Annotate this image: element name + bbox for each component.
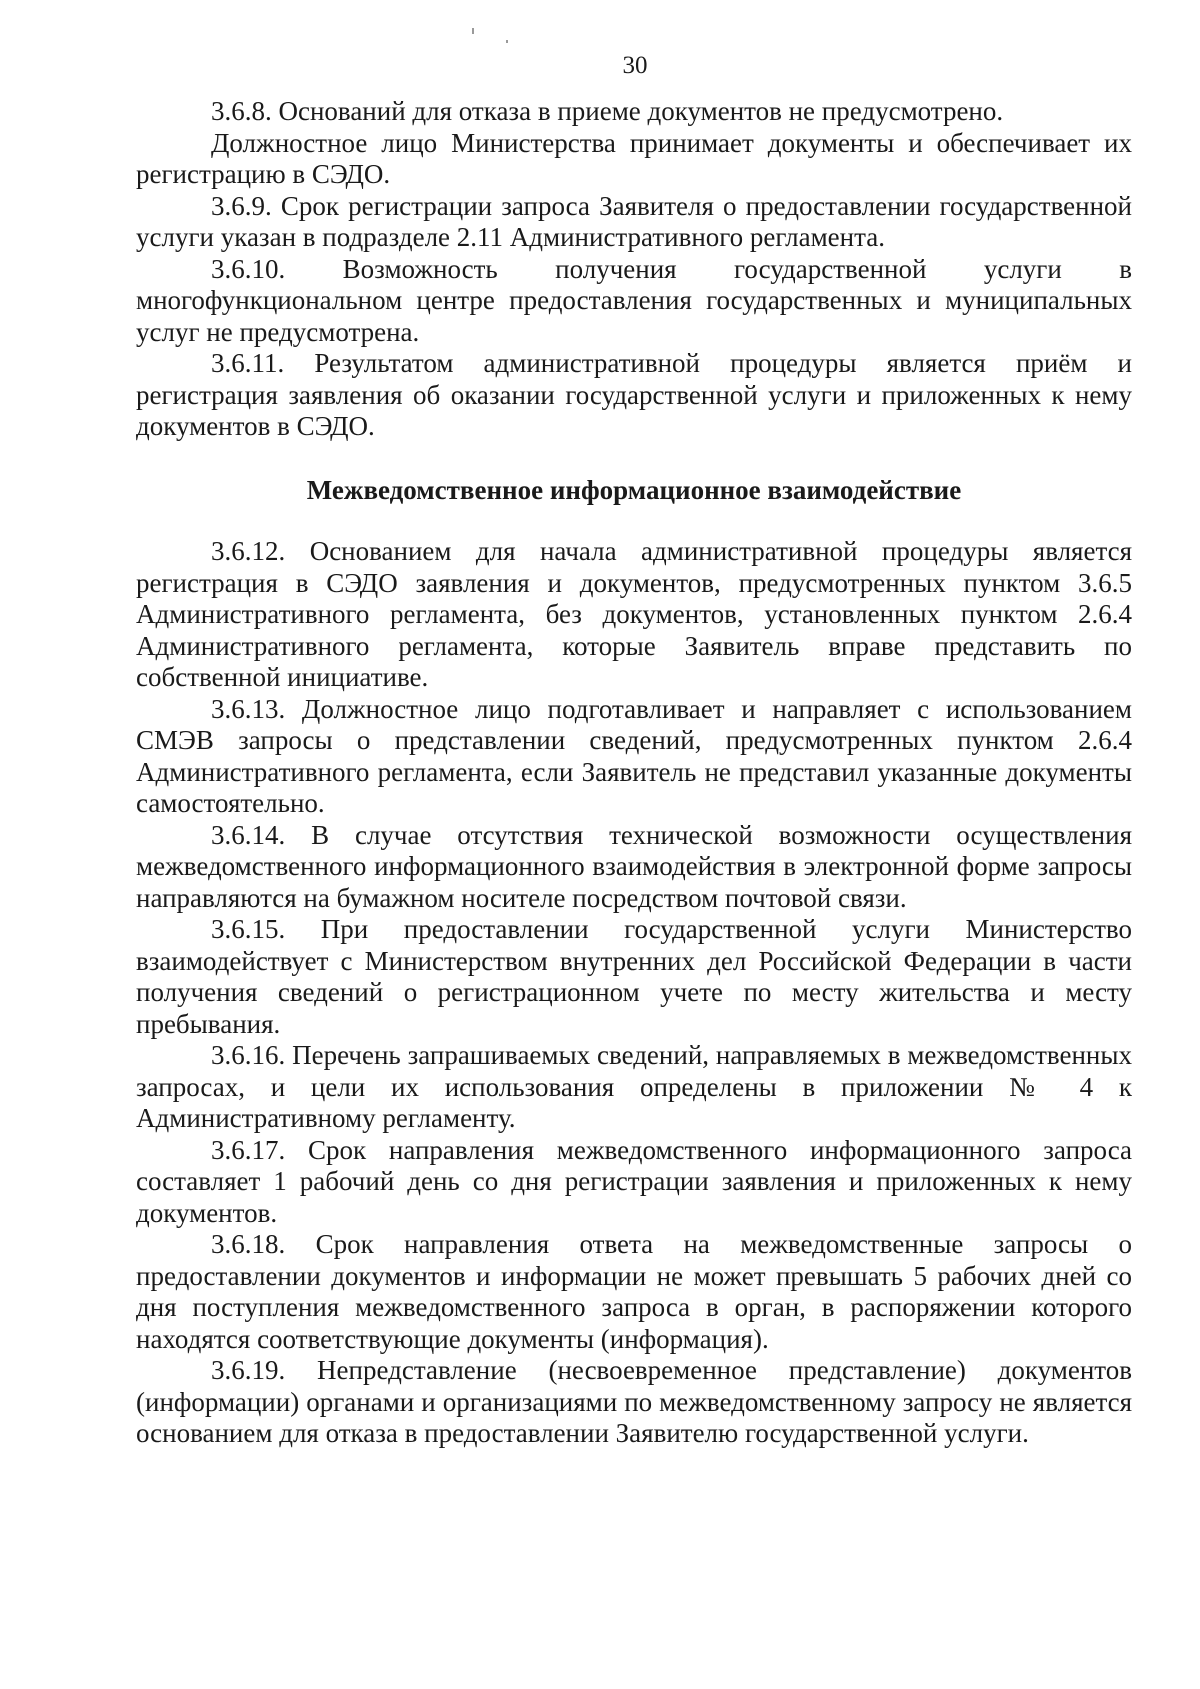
page-number: 30 xyxy=(622,52,648,79)
scan-mark xyxy=(472,28,474,34)
paragraph-3-6-17: 3.6.17. Срок направления межведомственного информационного запроса составляет 1 рабочий день со дня регистрации заявления и приложенных к нему документов. xyxy=(136,1134,1132,1228)
paragraph-3-6-16: 3.6.16. Перечень запрашиваемых сведений, направляемых в межведомственных запросах, и цели их использования определены в приложении № 4 к Административному регламенту. xyxy=(136,1040,1132,1133)
paragraph-registration: Должностное лицо Министерства принимает документы и обеспечивает их регистрацию в СЭДО. xyxy=(136,127,1132,189)
section-heading: Межведомственное информационное взаимодействие xyxy=(306,474,962,505)
paragraph-3-6-8: 3.6.8. Оснований для отказа в приеме документов не предусмотрено. xyxy=(211,96,1004,126)
paragraph-3-6-18: 3.6.18. Срок направления ответа на межведомственные запросы о предоставлении документов и информации не может превышать 5 рабочих дней со дня поступления межведомственного запроса в орган, в распоряжении которого находятся соответствующие документы (информация). xyxy=(136,1229,1132,1354)
paragraph-3-6-13: 3.6.13. Должностное лицо подготавливает и направляет с использованием СМЭВ запросы о представлении сведений, предусмотренных пунктом 2.6.4 Административного регламента, если Заявитель не представил указанные документы самостоятельно. xyxy=(136,693,1132,818)
document-body xyxy=(136,96,1132,1450)
paragraph-3-6-11: 3.6.11. Результатом административной процедуры является приём и регистрация заявления об оказании государственной услуги и приложенных к нему документов в СЭДО. xyxy=(136,348,1132,441)
paragraph-3-6-12: 3.6.12. Основанием для начала административной процедуры является регистрация в СЭДО заявления и документов, предусмотренных пунктом 3.6.5 Административного регламента, без документов, установленных пунктом 2.6.4 Административного регламента, которые Заявитель вправе представить по собственной инициативе. xyxy=(136,536,1132,692)
paragraph-3-6-14: 3.6.14. В случае отсутствия технической возможности осуществления межведомственного информационного взаимодействия в электронной форме запросы направляются на бумажном носителе посредством почтовой связи. xyxy=(136,819,1132,913)
paragraph-3-6-19: 3.6.19. Непредставление (несвоевременное представление) документов (информации) органами и организациями по межведомственному запросу не является основанием для отказа в предоставлении Заявителю государственной услуги. xyxy=(136,1355,1132,1448)
paragraph-3-6-9: 3.6.9. Срок регистрации запроса Заявителя о предоставлении государственной услуги указан в подразделе 2.11 Административного регламента. xyxy=(136,190,1132,252)
scan-mark xyxy=(506,40,508,43)
paragraph-3-6-10: 3.6.10. Возможность получения государственной услуги в многофункциональном центре предоставления государственных и муниципальных услуг не предусмотрена. xyxy=(136,253,1132,347)
paragraph-3-6-15: 3.6.15. При предоставлении государственной услуги Министерство взаимодействует с Министерством внутренних дел Российской Федерации в части получения сведений о регистрационном учете по месту жительства и месту пребывания. xyxy=(136,914,1132,1039)
